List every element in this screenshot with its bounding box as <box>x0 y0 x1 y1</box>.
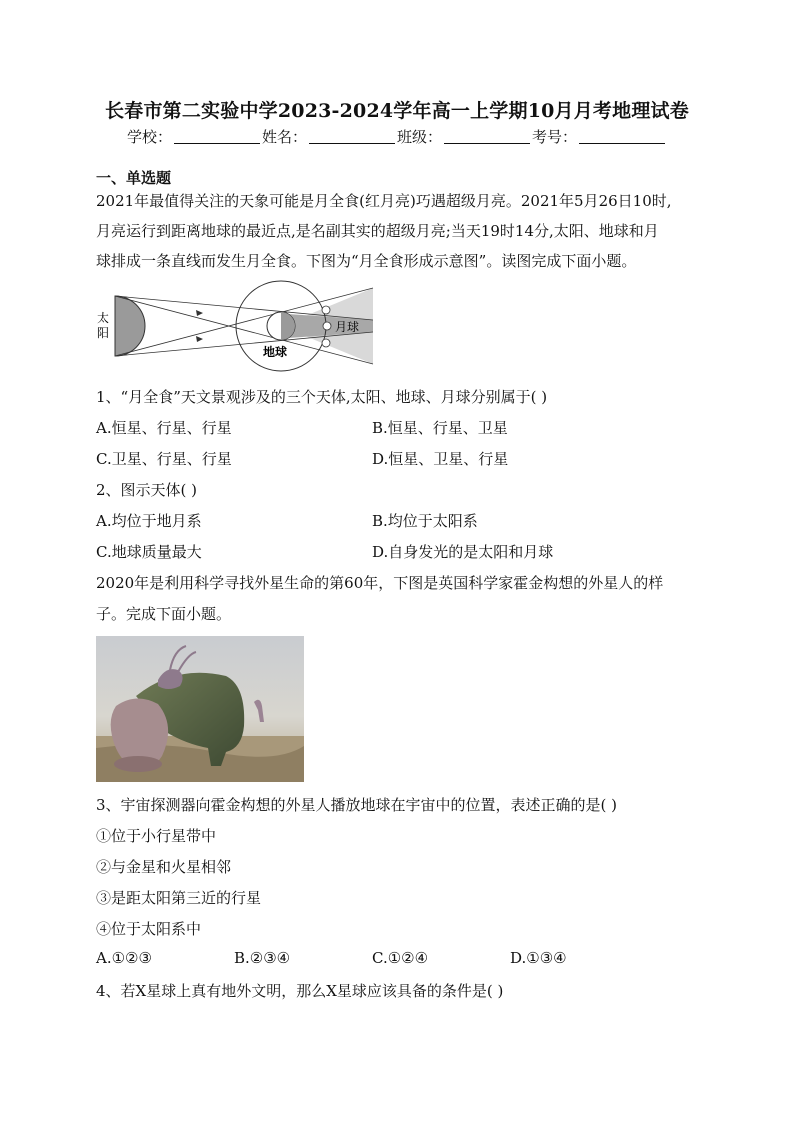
passage2-line: 子。完成下面小题。 <box>96 605 232 623</box>
sun-edge <box>111 296 115 356</box>
passage1-line: 球排成一条直线而发生月全食。下图为“月全食形成示意图”。读图完成下面小题。 <box>96 252 637 270</box>
moon-label: 月球 <box>335 320 360 334</box>
question-stem: 4、若X星球上真有地外文明，那么X星球应该具备的条件是( ) <box>96 982 504 1000</box>
alien-photo <box>96 636 304 782</box>
exam-no-blank[interactable] <box>579 128 665 144</box>
statement: ①位于小行星带中 <box>96 827 217 845</box>
student-info-row <box>0 126 794 147</box>
passage1-line: 月亮运行到距离地球的最近点,是名副其实的超级月亮;当天19时14分,太阳、地球和月 <box>96 222 659 240</box>
moon-position <box>322 306 330 314</box>
school-blank[interactable] <box>174 128 260 144</box>
option-c[interactable]: C.地球质量最大 <box>96 543 202 561</box>
school-label: 学校： <box>126 128 172 146</box>
option-c[interactable]: C.卫星、行星、行星 <box>96 450 232 468</box>
statement: ②与金星和火星相邻 <box>96 858 232 876</box>
name-label: 姓名： <box>261 128 307 146</box>
sun-shape <box>115 296 145 356</box>
option-b[interactable]: B.恒星、行星、卫星 <box>372 419 508 437</box>
passage1-line: 2021年最值得关注的天象可能是月全食(红月亮)巧遇超级月亮。2021年5月26日10时, <box>96 192 672 210</box>
class-label: 班级： <box>397 128 443 146</box>
passage2-line: 2020年是利用科学寻找外星生命的第60年，下图是英国科学家霍金构想的外星人的样 <box>96 574 664 592</box>
lunar-eclipse-diagram <box>93 280 378 372</box>
option-b[interactable]: B.均位于太阳系 <box>372 512 478 530</box>
sun-label-bottom: 阳 <box>97 326 110 340</box>
option-a[interactable]: A.①②③ <box>96 949 152 967</box>
statement: ③是距太阳第三近的行星 <box>96 889 262 907</box>
option-d[interactable]: D.恒星、卫星、行星 <box>372 450 509 468</box>
name-blank[interactable] <box>309 128 395 144</box>
class-blank[interactable] <box>444 128 530 144</box>
question-stem: 3、宇宙探测器向霍金构想的外星人播放地球在宇宙中的位置，表述正确的是( ) <box>96 796 618 814</box>
option-c[interactable]: C.①②④ <box>372 949 429 967</box>
statement: ④位于太阳系中 <box>96 920 202 938</box>
option-d[interactable]: D.①③④ <box>510 949 567 967</box>
option-b[interactable]: B.②③④ <box>234 949 291 967</box>
exam-no-label: 考号： <box>532 128 578 146</box>
sun-label-top: 太 <box>97 311 110 325</box>
section-title: 一、单选题 <box>96 169 172 187</box>
earth-label: 地球 <box>263 345 288 359</box>
moon-position <box>323 322 331 330</box>
option-a[interactable]: A.均位于地月系 <box>96 512 202 530</box>
option-a[interactable]: A.恒星、行星、行星 <box>96 419 232 437</box>
option-d[interactable]: D.自身发光的是太阳和月球 <box>372 543 554 561</box>
page-title: 长春市第二实验中学2023-2024学年高一上学期10月月考地理试卷 <box>105 100 689 122</box>
question-stem: 1、“月全食”天文景观涉及的三个天体,太阳、地球、月球分别属于( ) <box>96 388 548 406</box>
moon-position <box>322 339 330 347</box>
question-stem: 2、图示天体( ) <box>96 481 198 499</box>
